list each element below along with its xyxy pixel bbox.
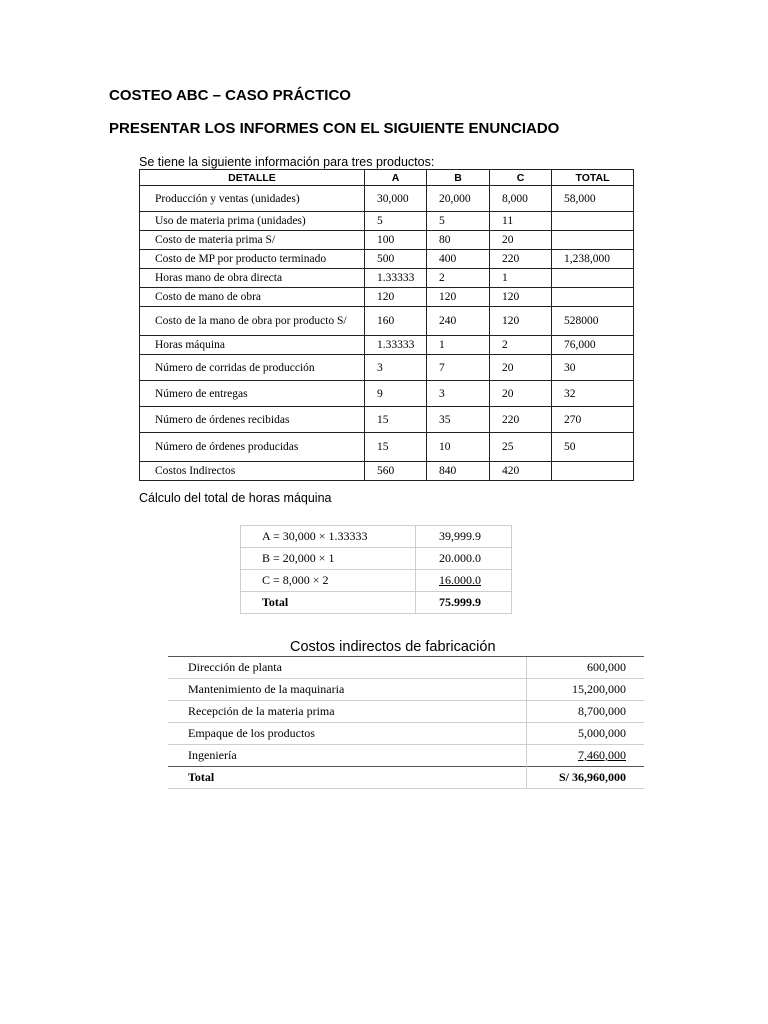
cell-a: 15 bbox=[365, 433, 427, 462]
table-row bbox=[140, 269, 634, 288]
row-label: Número de órdenes producidas bbox=[140, 433, 365, 462]
row-label: Costo de MP por producto terminado bbox=[140, 250, 365, 269]
cell-b: 840 bbox=[427, 462, 490, 481]
cell-b: 120 bbox=[427, 288, 490, 307]
table-row bbox=[140, 462, 634, 481]
total-row bbox=[241, 592, 512, 614]
cell-a: 100 bbox=[365, 231, 427, 250]
cell-a: 15 bbox=[365, 407, 427, 433]
table-row bbox=[168, 679, 644, 701]
cell-c: 1 bbox=[490, 269, 552, 288]
hours-caption: Cálculo del total de horas máquina bbox=[139, 491, 332, 505]
table-row bbox=[241, 548, 512, 570]
cell-b: 20,000 bbox=[427, 186, 490, 212]
cell-a: 1.33333 bbox=[365, 269, 427, 288]
cell-total: 58,000 bbox=[552, 186, 634, 212]
formula-cell: B = 20,000 × 1 bbox=[241, 548, 416, 570]
table-row bbox=[140, 433, 634, 462]
row-label: Número de corridas de producción bbox=[140, 355, 365, 381]
total-row bbox=[168, 767, 644, 789]
column-header: DETALLE bbox=[140, 170, 365, 186]
cell-total bbox=[552, 231, 634, 250]
value-cell: 39,999.9 bbox=[416, 526, 512, 548]
table-row bbox=[140, 355, 634, 381]
cell-b: 5 bbox=[427, 212, 490, 231]
cell-a: 120 bbox=[365, 288, 427, 307]
cif-title: Costos indirectos de fabricación bbox=[290, 639, 496, 655]
cell-a: 30,000 bbox=[365, 186, 427, 212]
value-cell-container bbox=[416, 570, 512, 592]
total-label: Total bbox=[168, 767, 526, 789]
table-row bbox=[140, 250, 634, 269]
row-label: Costos Indirectos bbox=[140, 462, 365, 481]
cell-total: 76,000 bbox=[552, 336, 634, 355]
total-label: Total bbox=[241, 592, 416, 614]
cell-c: 11 bbox=[490, 212, 552, 231]
cell-c: 25 bbox=[490, 433, 552, 462]
document-title: COSTEO ABC – CASO PRÁCTICO bbox=[109, 87, 351, 104]
cell-b: 240 bbox=[427, 307, 490, 336]
column-header: A bbox=[365, 170, 427, 186]
cell-c: 120 bbox=[490, 307, 552, 336]
machine-hours-table bbox=[240, 525, 512, 614]
row-label: Número de entregas bbox=[140, 381, 365, 407]
cell-total: 1,238,000 bbox=[552, 250, 634, 269]
cost-amount: 600,000 bbox=[526, 657, 644, 679]
cell-total: 32 bbox=[552, 381, 634, 407]
cost-amount: 15,200,000 bbox=[526, 679, 644, 701]
table-row bbox=[241, 570, 512, 592]
cell-a: 1.33333 bbox=[365, 336, 427, 355]
row-label: Uso de materia prima (unidades) bbox=[140, 212, 365, 231]
column-header: C bbox=[490, 170, 552, 186]
formula-cell: A = 30,000 × 1.33333 bbox=[241, 526, 416, 548]
cell-c: 220 bbox=[490, 407, 552, 433]
cost-amount-container bbox=[526, 745, 644, 767]
cell-c: 220 bbox=[490, 250, 552, 269]
row-label: Horas máquina bbox=[140, 336, 365, 355]
table-header-row bbox=[140, 170, 634, 186]
cell-a: 9 bbox=[365, 381, 427, 407]
cell-total: 270 bbox=[552, 407, 634, 433]
formula-cell: C = 8,000 × 2 bbox=[241, 570, 416, 592]
intro-caption: Se tiene la siguiente información para tres productos: bbox=[139, 155, 435, 169]
indirect-costs-table bbox=[168, 656, 644, 789]
cell-total bbox=[552, 462, 634, 481]
cell-b: 3 bbox=[427, 381, 490, 407]
document-subtitle: PRESENTAR LOS INFORMES CON EL SIGUIENTE ENUNCIADO bbox=[109, 120, 560, 137]
cell-c: 20 bbox=[490, 355, 552, 381]
cell-total: 30 bbox=[552, 355, 634, 381]
table-row bbox=[168, 745, 644, 767]
table-row bbox=[140, 307, 634, 336]
cell-a: 560 bbox=[365, 462, 427, 481]
cost-label: Recepción de la materia prima bbox=[168, 701, 526, 723]
value-cell: 16.000.0 bbox=[439, 573, 481, 587]
cell-a: 5 bbox=[365, 212, 427, 231]
cost-amount: 8,700,000 bbox=[526, 701, 644, 723]
table-row bbox=[140, 407, 634, 433]
table-row bbox=[140, 212, 634, 231]
cost-label: Mantenimiento de la maquinaria bbox=[168, 679, 526, 701]
cell-total: 528000 bbox=[552, 307, 634, 336]
cost-label: Empaque de los productos bbox=[168, 723, 526, 745]
value-cell: 20.000.0 bbox=[416, 548, 512, 570]
row-label: Número de órdenes recibidas bbox=[140, 407, 365, 433]
cell-c: 2 bbox=[490, 336, 552, 355]
table-row bbox=[140, 186, 634, 212]
cell-c: 120 bbox=[490, 288, 552, 307]
cost-amount: 5,000,000 bbox=[526, 723, 644, 745]
cell-a: 500 bbox=[365, 250, 427, 269]
cell-c: 420 bbox=[490, 462, 552, 481]
row-label: Horas mano de obra directa bbox=[140, 269, 365, 288]
cell-a: 160 bbox=[365, 307, 427, 336]
table-row bbox=[168, 657, 644, 679]
table-row bbox=[140, 288, 634, 307]
row-label: Producción y ventas (unidades) bbox=[140, 186, 365, 212]
cell-c: 20 bbox=[490, 231, 552, 250]
row-label: Costo de materia prima S/ bbox=[140, 231, 365, 250]
column-header: B bbox=[427, 170, 490, 186]
row-label: Costo de la mano de obra por producto S/ bbox=[140, 307, 365, 336]
cell-total bbox=[552, 269, 634, 288]
cost-label: Dirección de planta bbox=[168, 657, 526, 679]
cell-total bbox=[552, 212, 634, 231]
table-row bbox=[140, 336, 634, 355]
cell-b: 400 bbox=[427, 250, 490, 269]
cell-b: 10 bbox=[427, 433, 490, 462]
cell-c: 8,000 bbox=[490, 186, 552, 212]
table-row bbox=[168, 701, 644, 723]
cell-b: 35 bbox=[427, 407, 490, 433]
table-row bbox=[168, 723, 644, 745]
total-amount: S/ 36,960,000 bbox=[526, 767, 644, 789]
column-header: TOTAL bbox=[552, 170, 634, 186]
cell-total bbox=[552, 288, 634, 307]
table-row bbox=[140, 381, 634, 407]
cost-amount: 7,460,000 bbox=[578, 748, 626, 762]
cell-b: 2 bbox=[427, 269, 490, 288]
total-value: 75.999.9 bbox=[416, 592, 512, 614]
table-row bbox=[241, 526, 512, 548]
cell-a: 3 bbox=[365, 355, 427, 381]
cell-b: 7 bbox=[427, 355, 490, 381]
product-info-table bbox=[139, 169, 634, 481]
row-label: Costo de mano de obra bbox=[140, 288, 365, 307]
cell-b: 1 bbox=[427, 336, 490, 355]
table-row bbox=[140, 231, 634, 250]
cost-label: Ingeniería bbox=[168, 745, 526, 767]
cell-c: 20 bbox=[490, 381, 552, 407]
cell-b: 80 bbox=[427, 231, 490, 250]
cell-total: 50 bbox=[552, 433, 634, 462]
